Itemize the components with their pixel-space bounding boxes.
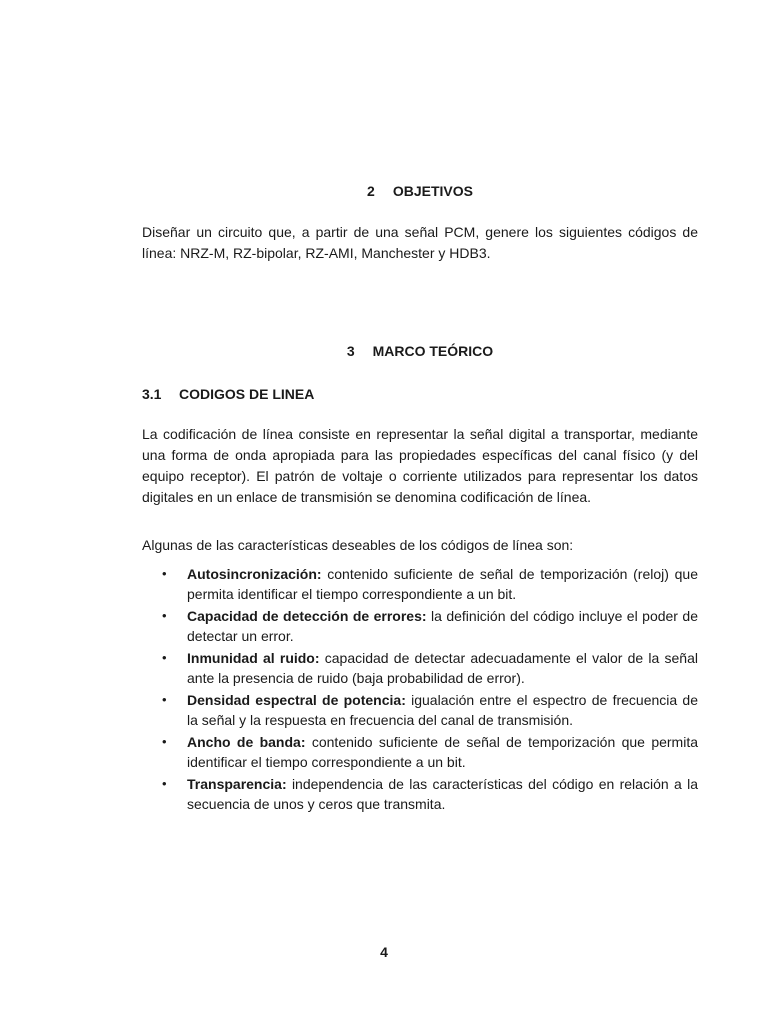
bullet-icon: • <box>162 608 167 623</box>
list-item-text: independencia de las características del código en relación a la secuencia de unos y ceros que transmita. <box>187 776 698 812</box>
page-number: 4 <box>380 944 388 960</box>
bullet-icon: • <box>162 776 167 791</box>
characteristics-list <box>162 564 698 816</box>
section-2-number: 2 <box>367 183 375 199</box>
list-item <box>162 564 698 604</box>
intro-paragraph: La codificación de línea consiste en representar la señal digital a transportar, mediante una forma de onda apropiada para las propiedades específicas del canal físico (y del equipo receptor). El patrón de voltaje o corriente utilizados para representar los datos digitales en un enlace de transmisión se denomina codificación de línea. <box>142 426 698 505</box>
objetivos-paragraph: Diseñar un circuito que, a partir de una señal PCM, genere los siguientes códigos de línea: NRZ-M, RZ-bipolar, RZ-AMI, Manchester y HDB3. <box>142 224 698 261</box>
list-item-term: Autosincronización: <box>187 566 322 582</box>
section-2-title: OBJETIVOS <box>392 183 473 199</box>
list-item-text: contenido suficiente de señal de temporización que permita identificar el tiempo correspondiente a un bit. <box>187 734 698 770</box>
section-3-heading <box>142 342 698 360</box>
list-item-text: la definición del código incluye el poder de detectar un error. <box>187 608 698 644</box>
section-3-title: MARCO TEÓRICO <box>372 343 494 359</box>
list-item-term: Ancho de banda: <box>187 734 306 750</box>
bullet-icon: • <box>162 566 167 581</box>
bullet-icon: • <box>162 650 167 665</box>
section-3-1-title: CODIGOS DE LINEA <box>179 386 315 402</box>
list-item <box>162 732 698 772</box>
list-item-text: capacidad de detectar adecuadamente el valor de la señal ante la presencia de ruido (baja probabilidad de error). <box>187 650 698 686</box>
list-item-term: Capacidad de detección de errores: <box>187 608 427 624</box>
section-3-number: 3 <box>346 343 355 359</box>
section-3-1-number: 3.1 <box>142 386 162 402</box>
list-item-term: Densidad espectral de potencia: <box>187 692 406 708</box>
list-intro-paragraph: Algunas de las características deseables de los códigos de línea son: <box>142 537 574 553</box>
section-2-heading <box>142 182 698 200</box>
bullet-icon: • <box>162 734 167 749</box>
bullet-icon: • <box>162 692 167 707</box>
list-item <box>162 690 698 730</box>
list-item-term: Inmunidad al ruido: <box>187 650 320 666</box>
list-item <box>162 606 698 646</box>
list-item <box>162 774 698 814</box>
section-3-1-heading <box>142 385 314 403</box>
list-item-text: contenido suficiente de señal de temporización (reloj) que permita identificar el tiempo correspondiente a un bit. <box>187 566 698 602</box>
list-item <box>162 648 698 688</box>
list-item-text: igualación entre el espectro de frecuencia de la señal y la respuesta en frecuencia del canal de transmisión. <box>187 692 698 728</box>
list-item-term: Transparencia: <box>187 776 287 792</box>
